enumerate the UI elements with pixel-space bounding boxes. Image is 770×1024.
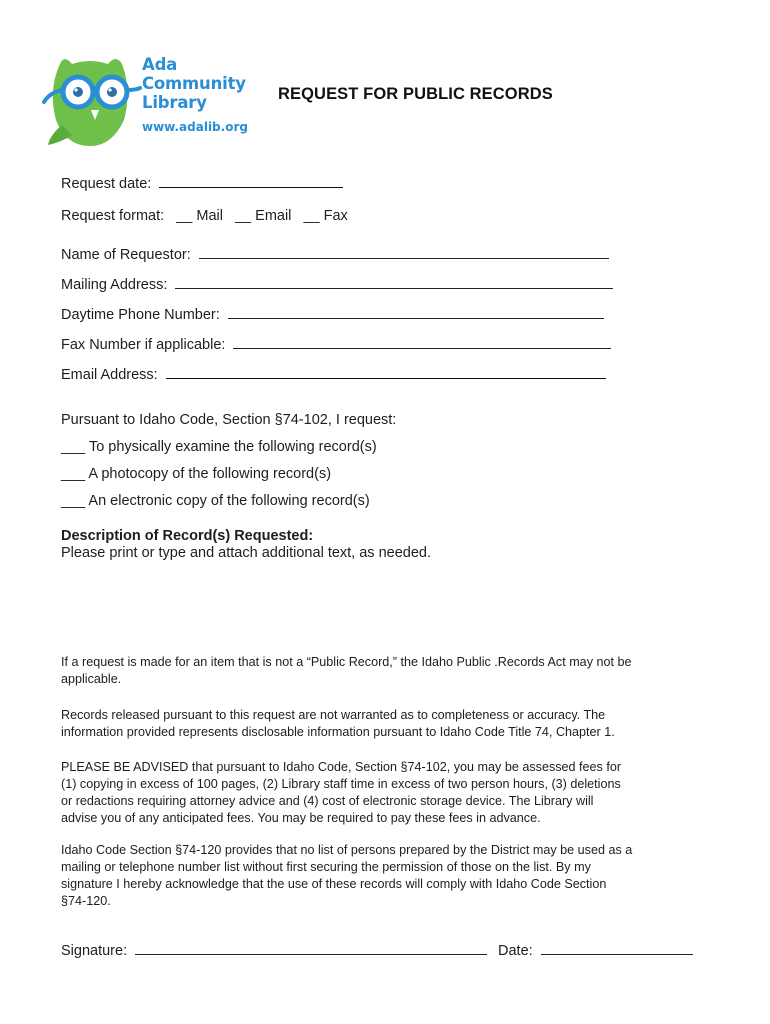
mailing-field[interactable] — [175, 274, 613, 289]
name-field[interactable] — [199, 244, 609, 259]
request-date-field[interactable] — [159, 173, 343, 188]
format-email-option[interactable]: __ Email — [234, 208, 292, 224]
option-electronic[interactable]: ___ An electronic copy of the following record(s) — [61, 493, 370, 509]
description-instruction: Please print or type and attach additional text, as needed. — [61, 545, 431, 561]
warranty-paragraph — [61, 707, 701, 741]
mailing-row — [61, 274, 613, 293]
logo-url: www.adalib.org — [142, 120, 248, 134]
logo-line-3: Library — [142, 93, 207, 112]
format-fax-option[interactable]: __ Fax — [303, 208, 348, 224]
paragraph-line: PLEASE BE ADVISED that pursuant to Idaho Code, Section §74-102, you may be assessed fees for — [61, 760, 622, 774]
request-format-label: Request format: — [61, 208, 165, 224]
signature-field[interactable] — [135, 940, 487, 955]
name-row — [61, 244, 609, 263]
date-label: Date: — [498, 943, 533, 959]
request-date-label: Request date: — [61, 176, 152, 192]
request-date-row — [61, 173, 343, 192]
library-logo — [42, 50, 248, 150]
fees-paragraph — [61, 759, 701, 827]
pursuant-text: Pursuant to Idaho Code, Section §74-102, I request: — [61, 412, 397, 428]
name-label: Name of Requestor: — [61, 247, 191, 263]
paragraph-line: applicable. — [61, 672, 122, 686]
logo-line-2: Community — [142, 74, 246, 93]
form-title: REQUEST FOR PUBLIC RECORDS — [278, 85, 553, 103]
logo-line-1: Ada — [142, 55, 178, 74]
paragraph-line: signature I hereby acknowledge that the use of these records will comply with Idaho Code Section — [61, 877, 607, 891]
owl-logo-icon — [42, 50, 142, 150]
signature-label: Signature: — [61, 943, 128, 959]
date-row — [498, 940, 693, 959]
phone-label: Daytime Phone Number: — [61, 307, 220, 323]
email-label: Email Address: — [61, 367, 158, 383]
option-examine[interactable]: ___ To physically examine the following record(s) — [61, 439, 377, 455]
public-record-paragraph — [61, 654, 701, 688]
paragraph-line: (1) copying in excess of 100 pages, (2) Library staff time in excess of two person hours, (3) deletions — [61, 777, 621, 791]
paragraph-line: advise you of any anticipated fees. You may be required to pay these fees in advance. — [61, 811, 541, 825]
request-format-row — [61, 208, 348, 224]
fax-label: Fax Number if applicable: — [61, 337, 226, 353]
paragraph-line: Idaho Code Section §74-120 provides that no list of persons prepared by the District may be used as a — [61, 843, 633, 857]
paragraph-line: or redactions requiring attorney advice and (4) cost of electronic storage device. The Library will — [61, 794, 594, 808]
paragraph-line: mailing or telephone number list without first securing the permission of those on the list. By my — [61, 860, 591, 874]
phone-field[interactable] — [228, 304, 604, 319]
option-photocopy[interactable]: ___ A photocopy of the following record(s) — [61, 466, 332, 482]
paragraph-line: information provided represents disclosable information pursuant to Idaho Code Title 74, Chapter 1. — [61, 725, 615, 739]
email-row — [61, 364, 606, 383]
description-heading: Description of Record(s) Requested: — [61, 528, 314, 544]
date-field[interactable] — [541, 940, 693, 955]
logo-wordmark — [142, 55, 248, 137]
paragraph-line: If a request is made for an item that is not a “Public Record,” the Idaho Public .Records Act may not be — [61, 655, 632, 669]
paragraph-line: §74-120. — [61, 894, 111, 908]
format-mail-option[interactable]: __ Mail — [176, 208, 223, 224]
fax-row — [61, 334, 611, 353]
fax-field[interactable] — [233, 334, 611, 349]
email-field[interactable] — [166, 364, 606, 379]
paragraph-line: Records released pursuant to this request are not warranted as to completeness or accuracy. The — [61, 708, 606, 722]
signature-row — [61, 940, 487, 959]
acknowledgement-paragraph — [61, 842, 701, 910]
phone-row — [61, 304, 604, 323]
mailing-label: Mailing Address: — [61, 277, 168, 293]
